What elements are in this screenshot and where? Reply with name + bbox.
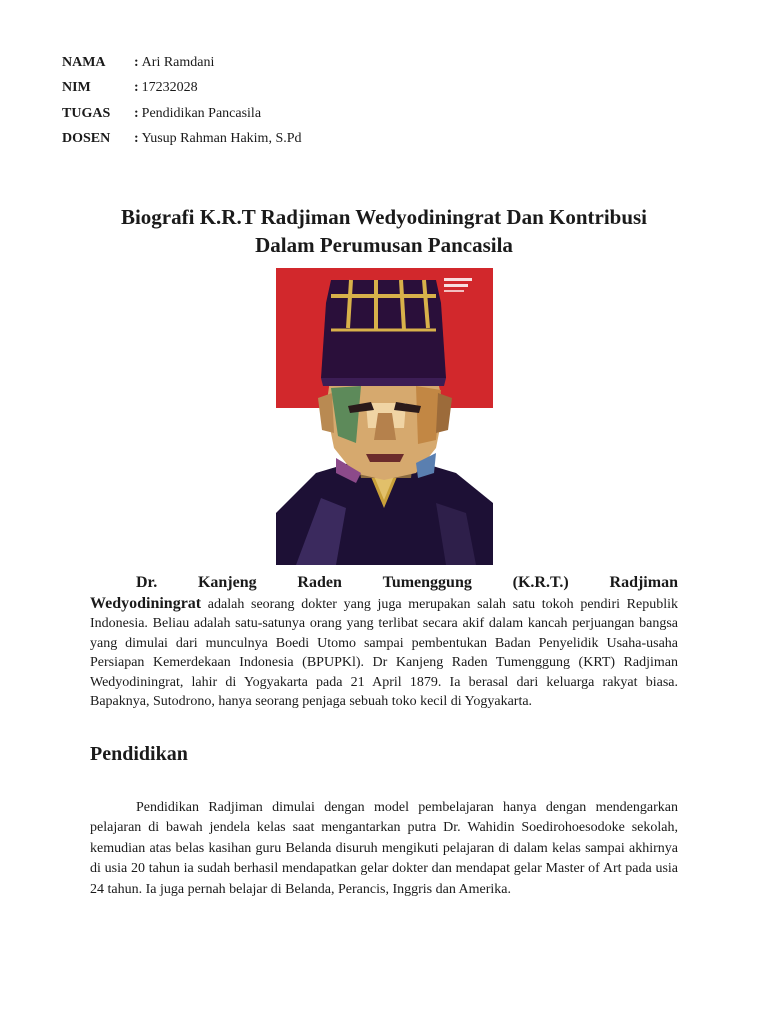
lead-word: (K.R.T.) <box>512 574 569 591</box>
section-heading-pendidikan: Pendidikan <box>90 743 188 765</box>
lead-word: Kanjeng <box>197 574 257 591</box>
intro-paragraph <box>90 572 678 711</box>
lead-word: Dr. <box>136 574 158 591</box>
info-colon: : <box>134 80 139 96</box>
info-label: DOSEN <box>62 131 111 147</box>
info-label: NIM <box>62 80 91 96</box>
info-label: TUGAS <box>62 105 111 121</box>
portrait-illustration <box>276 268 493 565</box>
intro-lead-line <box>90 572 678 594</box>
info-row-nim <box>62 76 302 102</box>
title-line-1: Biografi K.R.T Radjiman Wedyodiningrat Dan Kontribusi <box>120 205 648 229</box>
info-colon: : <box>134 54 139 70</box>
lead-word: Radjiman <box>609 574 678 591</box>
student-info <box>62 50 302 152</box>
info-value-nim: 17232028 <box>141 80 198 96</box>
portrait-image <box>276 268 493 565</box>
subject-name: Wedyodiningrat <box>90 595 202 612</box>
title-line-2: Dalam Perumusan Pancasila <box>255 233 513 257</box>
info-value-tugas: Pendidikan Pancasila <box>141 105 262 121</box>
info-row-name <box>62 50 302 76</box>
info-row-tugas <box>62 101 302 127</box>
info-value-name: Ari Ramdani <box>141 54 215 70</box>
info-row-dosen <box>62 127 302 153</box>
lead-word: Raden <box>297 574 342 591</box>
lead-word: Tumenggung <box>382 574 472 591</box>
info-label: NAMA <box>62 54 106 70</box>
intro-body <box>90 594 678 711</box>
document-title <box>0 203 768 259</box>
info-colon: : <box>134 105 139 121</box>
info-value-dosen: Yusup Rahman Hakim, S.Pd <box>141 131 302 147</box>
pendidikan-paragraph: Pendidikan Radjiman dimulai dengan model pembelajaran hanya dengan mendengarkan pelajaran di bawah jendela kelas saat mengantarkan putra Dr. Wahidin Soedirohoesodoke sekolah, kemudian atas belas kasihan guru Belanda disuruh mengikuti pelajaran di dalam kelas sampai akhirnya di usia 20 tahun ia sudah berhasil mendapatkan gelar dokter dan mendapat gelar Master of Art pada usia 24 tahun. Ia juga pernah belajar di Belanda, Perancis, Inggris dan Amerika. <box>90 800 678 897</box>
intro-text: adalah seorang dokter yang juga merupakan salah satu tokoh pendiri Republik Indonesia. Beliau adalah satu-satunya orang yang terlibat secara akif dalam kancah perjuangan bangsa yang dimulai dari munculnya Boedi Utomo sampai pembentukan Badan Penyelidik Usaha-usaha Persiapan Kemerdekaan Indonesia (BPUPKl). Dr Kanjeng Raden Tumenggung (KRT) Radjiman Wedyodiningrat, lahir di Yogyakarta pada 21 April 1879. Ia berasal dari keluarga rakyat biasa. Bapaknya, Sutodrono, hanya seorang penjaga sebuah toko kecil di Yogyakarta. <box>90 597 678 710</box>
info-colon: : <box>134 131 139 147</box>
